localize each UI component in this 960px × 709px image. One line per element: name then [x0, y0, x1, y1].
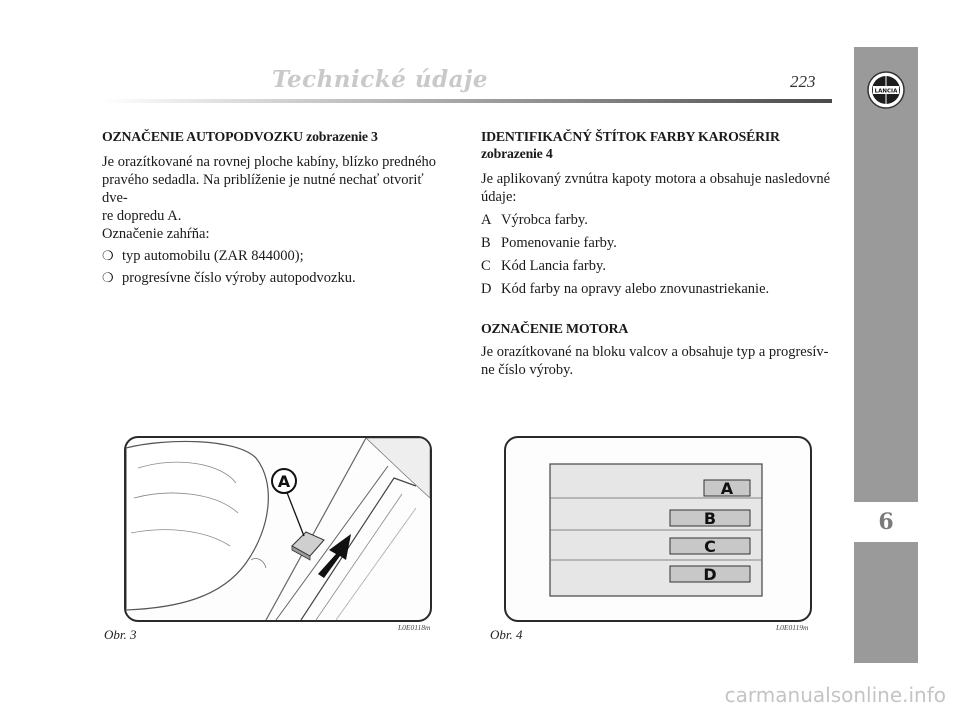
plate-label-c: C — [704, 537, 716, 556]
paint-plate-paragraph-line: Je aplikovaný zvnútra kapoty motora a obsahuje nasledovné — [481, 171, 831, 187]
paint-plate-heading — [481, 128, 831, 162]
list-item — [481, 257, 831, 275]
chassis-stamp-plate-icon — [292, 532, 324, 560]
paint-plate-heading-line: zobrazenie 4 — [481, 146, 553, 161]
bullet-text: progresívne číslo výroby autopodvozku. — [122, 270, 356, 286]
lancia-logo — [866, 70, 906, 110]
list-item — [481, 234, 831, 252]
left-column — [102, 128, 452, 287]
list-item — [481, 211, 831, 229]
engine-marking-heading: OZNAČENIE MOTORA — [481, 321, 629, 336]
item-text: Výrobca farby. — [501, 212, 588, 228]
watermark: carmanualsonline.info — [724, 683, 946, 707]
figure-code: L0E0119m — [776, 623, 809, 632]
chassis-paragraph-line: Je orazítkované na rovnej ploche kabíny, blízko predného — [102, 154, 437, 170]
item-text: Kód farby na opravy alebo znovunastriekanie. — [501, 281, 770, 297]
header-rule — [102, 99, 832, 103]
bullet-item — [102, 247, 452, 265]
engine-paragraph-line: Je orazítkované na bloku valcov a obsahuje typ a progresív- — [481, 344, 829, 360]
figure-caption: Obr. 4 — [490, 627, 523, 642]
chassis-paragraph-line: re dopredu A. — [102, 208, 182, 224]
chapter-sidebar — [854, 47, 918, 663]
item-text: Pomenovanie farby. — [501, 235, 617, 251]
item-letter: C — [481, 258, 491, 274]
bullet-circle-icon: ❍ — [102, 270, 114, 285]
item-letter: A — [481, 212, 492, 228]
page-number: 223 — [790, 72, 816, 91]
right-column — [481, 128, 831, 379]
chassis-illustration — [126, 438, 430, 620]
chapter-tab[interactable]: 6 — [854, 502, 918, 542]
plate-label-a: A — [720, 479, 734, 498]
page-header-title: Technické údaje — [271, 66, 489, 93]
item-letter: B — [481, 235, 491, 251]
figure-code: L0E0118m — [398, 623, 431, 632]
item-text: Kód Lancia farby. — [501, 258, 606, 274]
paint-plate-paragraph — [481, 170, 831, 206]
lancia-logo-text: LANCIA — [874, 88, 898, 95]
chassis-paragraph-line: pravého sedadla. Na priblíženie je nutné nechať otvoriť dve- — [102, 172, 424, 206]
chassis-paragraph — [102, 153, 452, 243]
chassis-marking-heading: OZNAČENIE AUTOPODVOZKU zobrazenie 3 — [102, 129, 378, 144]
callout-letter-a: A — [277, 472, 291, 491]
bullet-item — [102, 269, 452, 287]
paint-plate-paragraph-line: údaje: — [481, 189, 517, 205]
figure-caption: Obr. 3 — [104, 627, 137, 642]
bullet-circle-icon: ❍ — [102, 248, 114, 263]
engine-paragraph — [481, 343, 831, 379]
plate-label-b: B — [703, 509, 717, 528]
figure-paint-plate — [504, 436, 812, 622]
plate-label-d: D — [703, 565, 717, 584]
figure-chassis-location — [124, 436, 432, 622]
engine-paragraph-line: ne číslo výroby. — [481, 362, 574, 378]
chassis-intro: Označenie zahŕňa: — [102, 226, 210, 242]
bullet-text: typ automobilu (ZAR 844000); — [122, 248, 304, 264]
list-item — [481, 280, 831, 298]
paint-plate-illustration — [506, 438, 810, 620]
paint-plate-heading-line: IDENTIFIKAČNÝ ŠTÍTOK FARBY KAROSÉRIR — [481, 129, 780, 144]
item-letter: D — [481, 281, 492, 297]
